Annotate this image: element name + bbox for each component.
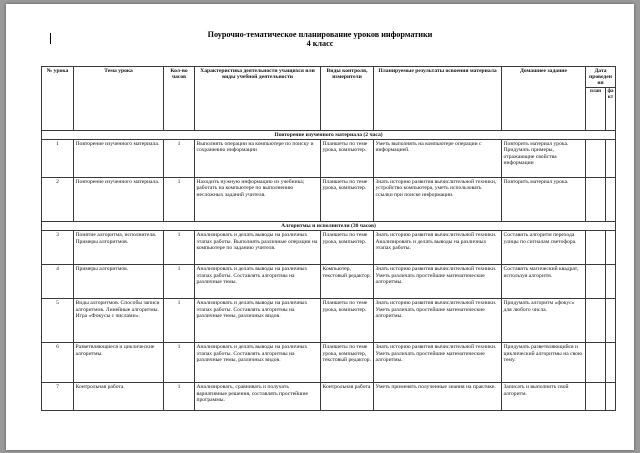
- cell-control: Планшеты по теме урока, компьютер.: [321, 140, 374, 178]
- lesson-plan-table: [41, 66, 616, 411]
- cell-hours: 1: [164, 140, 195, 178]
- cell-results: Знать историю развития вычислительной техники. Анализировать и делать выводы на различных этапах работы.: [374, 231, 502, 265]
- cell-homework: Составить алгоритм перехода улицы по сигналам светофора.: [502, 231, 586, 265]
- cell-results: Знать историю развития вычислительной техники. Уметь различать простейшие математические алгоритмы.: [374, 299, 502, 343]
- cell-activity: Анализировать и делать выводы на различных этапах работы. Составлять алгоритмы на различные темы.: [195, 265, 321, 299]
- cell-control: Планшеты по теме урока, компьютер, текстовый редактор.: [321, 343, 374, 383]
- cell-plan: [586, 178, 606, 222]
- cell-homework: Придумать алгоритм «фокус» для любого числа.: [502, 299, 586, 343]
- table-row: [42, 265, 616, 299]
- header-date: Дата проведения: [586, 67, 616, 88]
- cell-plan: [586, 231, 606, 265]
- table-row: [42, 178, 616, 222]
- cell-hours: 1: [164, 178, 195, 222]
- section-title: Повторение изученного материала (2 часа): [42, 131, 616, 140]
- document-title: Поурочно-тематическое планирование уроков информатики: [207, 30, 433, 39]
- cell-activity: Анализировать и делать выводы на различных этапах работы. Составлять алгоритмы на различные темы, различных видов.: [195, 343, 321, 383]
- cell-plan: [586, 140, 606, 178]
- cell-homework: Записать и выполнить свой алгоритм.: [502, 383, 586, 411]
- cell-fact: [606, 383, 616, 411]
- header-activity: Характеристика деятельности учащихся или виды учебной деятельности: [195, 67, 321, 131]
- cell-num: 1: [42, 140, 74, 178]
- cell-fact: [606, 299, 616, 343]
- cell-homework: Придумать разветвляющийся и циклический алгоритмы на свою тему.: [502, 343, 586, 383]
- cell-plan: [586, 383, 606, 411]
- cell-results: Знать историю развития вычислительной техники. Уметь различать простейшие математические алгоритмы.: [374, 343, 502, 383]
- cell-control: Компьютер, текстовый редактор.: [321, 265, 374, 299]
- header-homework: Домашнее задание: [502, 67, 586, 131]
- cell-homework: Составить магический квадрат, используя алгоритм.: [502, 265, 586, 299]
- cell-topic: Повторение изученного материала.: [74, 140, 164, 178]
- cell-results: Уметь выполнять на компьютере операции с информацией.: [374, 140, 502, 178]
- header-results: Планируемые результаты освоения материала: [374, 67, 502, 131]
- cell-topic: Понятие алгоритма, исполнителя. Примеры алгоритмов.: [74, 231, 164, 265]
- table-header-row: [42, 67, 616, 88]
- cell-num: 3: [42, 231, 74, 265]
- table-row: [42, 231, 616, 265]
- cell-results: Знать историю развития вычислительной техники, устройство компьютера, уметь использовать ссылки при поиске информации.: [374, 178, 502, 222]
- cell-activity: Анализировать, сравнивать и получать вариативные решения, составлять простейшие программы.: [195, 383, 321, 411]
- table-row: [42, 140, 616, 178]
- cell-homework: Повторить материал урока.: [502, 178, 586, 222]
- cell-hours: 1: [164, 299, 195, 343]
- document-subtitle: 4 класс: [306, 39, 334, 48]
- cell-activity: Анализировать и делать выводы на различных этапах работы. Выполнять различные операции на компьютере по заданию учителя.: [195, 231, 321, 265]
- section-title: Алгоритмы и исполнители (30 часов): [42, 222, 616, 231]
- cell-topic: Повторение изученного материала.: [74, 178, 164, 222]
- cell-num: 2: [42, 178, 74, 222]
- cell-hours: 1: [164, 265, 195, 299]
- cell-plan: [586, 265, 606, 299]
- table-row: [42, 383, 616, 411]
- document-page: [6, 4, 634, 450]
- cell-hours: 1: [164, 343, 195, 383]
- header-topic: Тема урока: [74, 67, 164, 131]
- cell-num: 7: [42, 383, 74, 411]
- header-num: № урока: [42, 67, 74, 131]
- cell-control: Контрольная работа: [321, 383, 374, 411]
- cell-num: 6: [42, 343, 74, 383]
- cell-hours: 1: [164, 383, 195, 411]
- cell-plan: [586, 343, 606, 383]
- header-hours: Кол-во часов: [164, 67, 195, 131]
- cell-results: Знать историю развития вычислительной техники. Уметь различать простейшие математические алгоритмы.: [374, 265, 502, 299]
- header-plan: план: [586, 88, 606, 131]
- cell-fact: [606, 178, 616, 222]
- table-row: [42, 343, 616, 383]
- cell-num: 5: [42, 299, 74, 343]
- cell-activity: Выполнять операции на компьютере по поиску и сохранению информации: [195, 140, 321, 178]
- header-fact: факт: [606, 88, 616, 131]
- cell-results: Уметь применять полученные знания на практике.: [374, 383, 502, 411]
- section-row: [42, 222, 616, 231]
- cell-fact: [606, 265, 616, 299]
- cell-homework: Повторить материал урока. Придумать примеры, отражающие свойства информации: [502, 140, 586, 178]
- cell-topic: Контрольная работа.: [74, 383, 164, 411]
- cell-activity: Находить нужную информацию из учебника; работать на компьютере по выполнению несложных заданий учителя.: [195, 178, 321, 222]
- cell-activity: Анализировать и делать выводы на различных этапах работы. Составлять алгоритмы на различные темы, различных видов.: [195, 299, 321, 343]
- cell-topic: Виды алгоритмов. Способы записи алгоритмов. Линейные алгоритмы. Игра «Фокусы с числами».: [74, 299, 164, 343]
- cell-fact: [606, 231, 616, 265]
- cell-num: 4: [42, 265, 74, 299]
- section-row: [42, 131, 616, 140]
- cell-topic: Примеры алгоритмов.: [74, 265, 164, 299]
- header-control: Виды контроля, измерители: [321, 67, 374, 131]
- cell-hours: 1: [164, 231, 195, 265]
- table-row: [42, 299, 616, 343]
- cell-control: Планшеты по теме урока, компьютер.: [321, 299, 374, 343]
- cell-topic: Разветвляющиеся и циклические алгоритмы.: [74, 343, 164, 383]
- cell-control: Планшеты по теме урока, компьютер.: [321, 178, 374, 222]
- cell-fact: [606, 140, 616, 178]
- cell-fact: [606, 343, 616, 383]
- cell-control: Планшеты по теме урока, компьютер.: [321, 231, 374, 265]
- cell-plan: [586, 299, 606, 343]
